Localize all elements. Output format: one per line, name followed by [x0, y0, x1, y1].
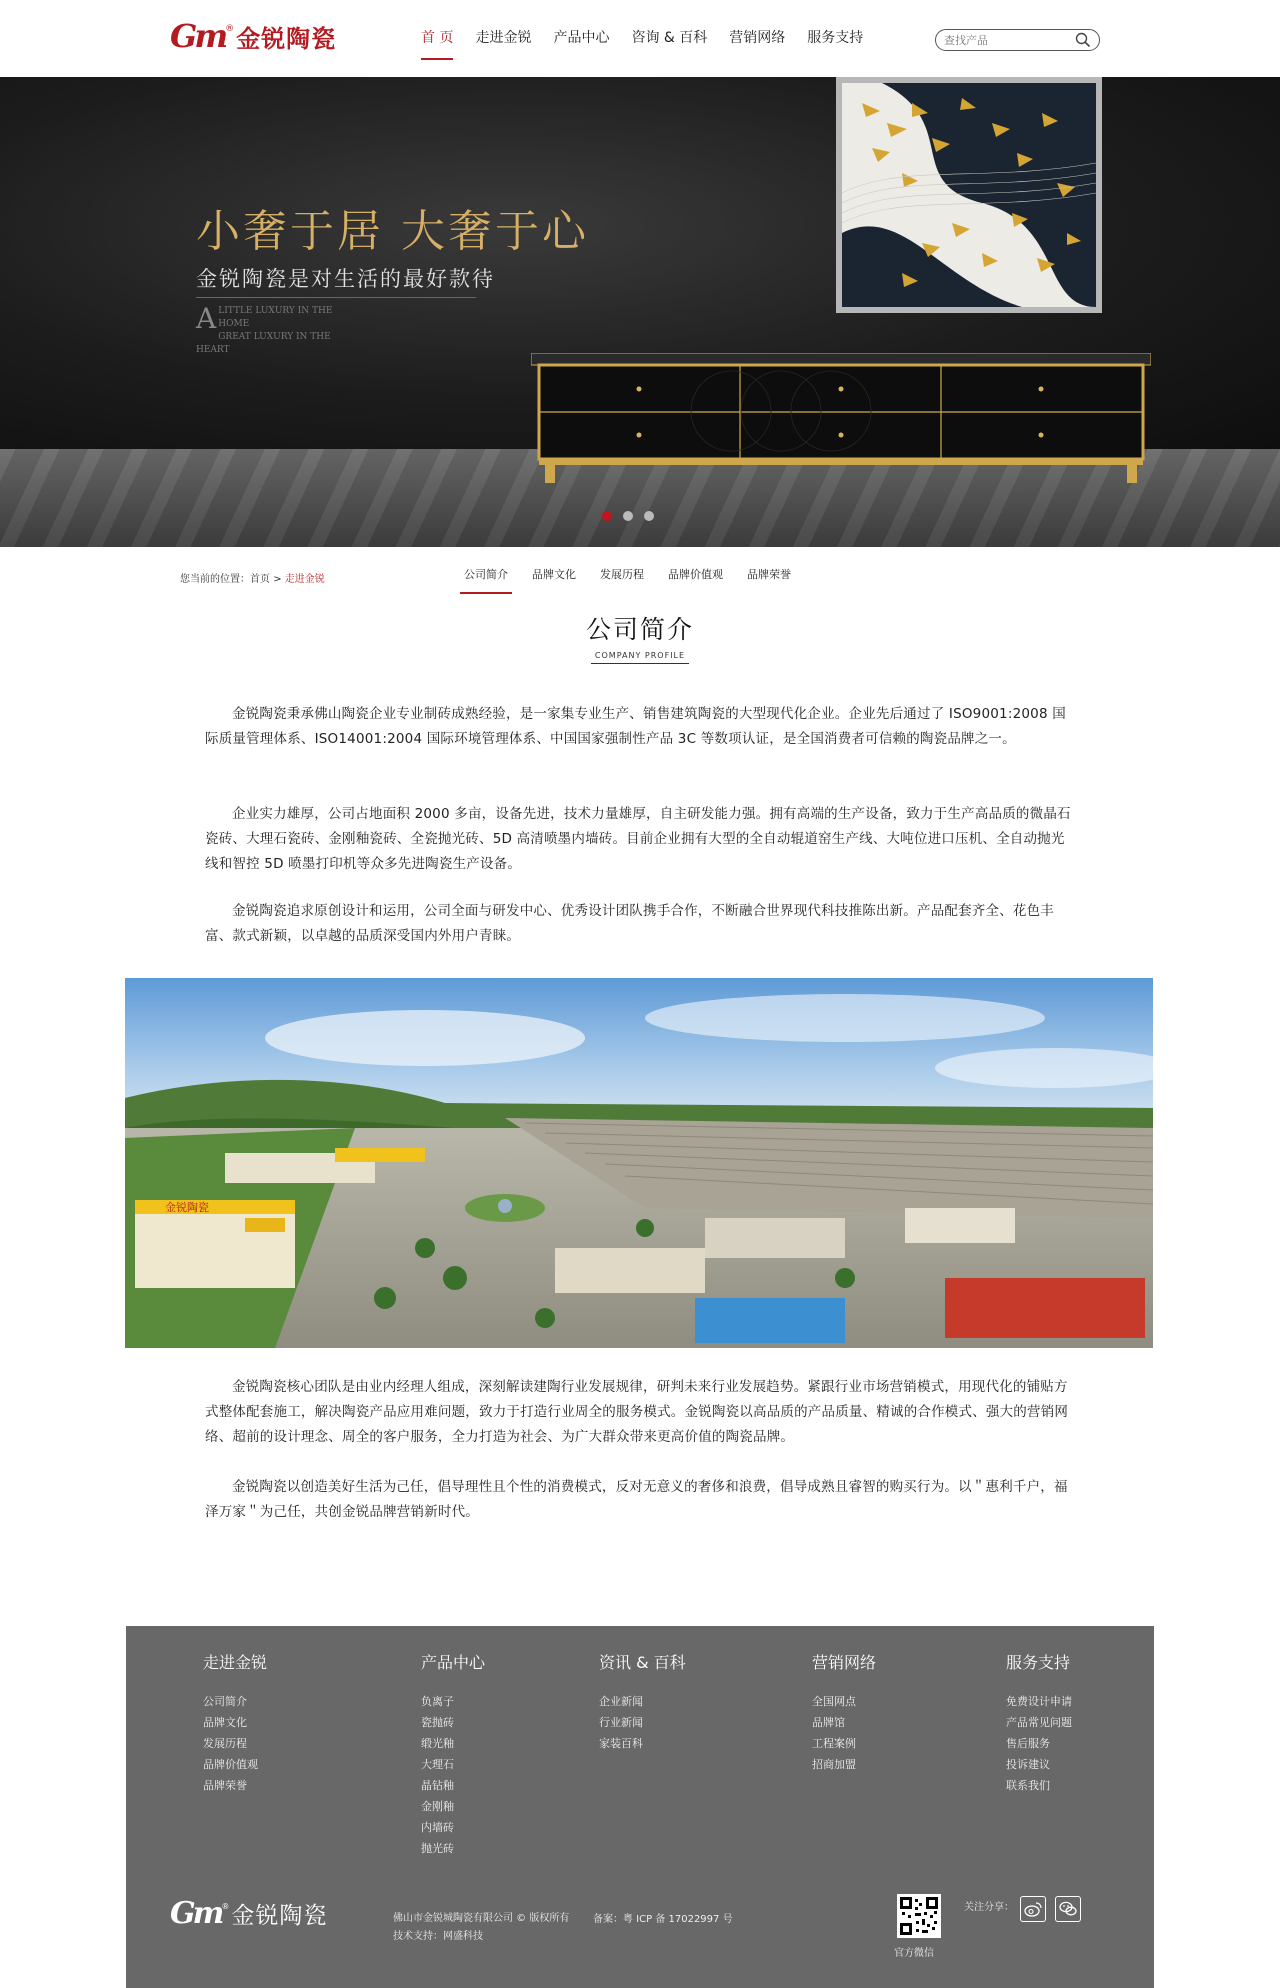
- banner-slogan: 小奢于居 大奢于心: [196, 206, 589, 257]
- site-header: [0, 0, 1280, 77]
- footer-link[interactable]: 全国网点: [812, 1695, 856, 1708]
- footer-link[interactable]: 产品常见问题: [1006, 1716, 1072, 1729]
- cabinet-illustration: [531, 353, 1151, 483]
- intro-paragraph-1: 金锐陶瓷秉承佛山陶瓷企业专业制砖成熟经验，是一家集专业生产、销售建筑陶瓷的大型现代化企业。企业先后通过了 ISO9001:2008 国际质量管理体系、ISO14001:2004 国际环境管理体系、中国国家强制性产品 3C 等数项认证，是全国消费者可信赖的陶瓷品牌之一。: [205, 706, 1066, 747]
- footer-link[interactable]: 负离子: [421, 1695, 454, 1708]
- wechat-icon[interactable]: [1055, 1896, 1081, 1922]
- slider-dots: [602, 511, 654, 521]
- footer-link[interactable]: 行业新闻: [599, 1716, 643, 1729]
- slider-dot-3[interactable]: [644, 511, 654, 521]
- wechat-qr-code: [897, 1894, 941, 1938]
- subnav-brand-culture[interactable]: 品牌文化: [532, 568, 576, 581]
- section-subtitle-wrap: [0, 651, 1280, 660]
- footer-link[interactable]: 品牌文化: [203, 1716, 247, 1729]
- nav-home[interactable]: 首 页: [410, 0, 464, 77]
- footer-copyright: 佛山市金锐城陶瓷有限公司 © 版权所有: [393, 1913, 570, 1924]
- footer-link[interactable]: 品牌馆: [812, 1716, 845, 1729]
- breadcrumb-home[interactable]: 首页: [250, 574, 270, 585]
- banner-english-line1: LITTLE LUXURY IN THE HOME: [218, 306, 333, 329]
- footer-col-title: 资讯 & 百科: [599, 1653, 686, 1672]
- footer-link[interactable]: 抛光砖: [421, 1842, 454, 1855]
- footer-icp[interactable]: 备案：粤 ICP 备 17022997 号: [593, 1914, 733, 1925]
- subnav-brand-honors[interactable]: 品牌荣誉: [747, 568, 791, 581]
- breadcrumb-separator: >: [273, 574, 282, 585]
- footer-link[interactable]: 品牌荣誉: [203, 1779, 247, 1792]
- footer-link[interactable]: 瓷抛砖: [421, 1716, 454, 1729]
- section-subtitle: COMPANY PROFILE: [591, 651, 689, 664]
- footer-link[interactable]: 公司简介: [203, 1695, 247, 1708]
- factory-aerial-photo: [125, 978, 1153, 1348]
- team-paragraph: 金锐陶瓷核心团队是由业内经理人组成，深刻解读建陶行业发展规律，研判未来行业发展趋势。紧跟行业市场营销模式，用现代化的铺贴方式整体配套施工，解决陶瓷产品应用难问题，致力于打造行业周全的服务模式。金锐陶瓷以高品质的产品质量、精诚的合作模式、强大的营销网络、超前的设计理念、周全的客户服务，全力打造为社会、为广大群众带来更高价值的陶瓷品牌。: [205, 1379, 1069, 1445]
- breadcrumb-current[interactable]: 走进金锐: [284, 574, 325, 585]
- footer-link[interactable]: 品牌价值观: [203, 1758, 258, 1771]
- breadcrumb: [180, 570, 325, 585]
- site-footer: [126, 1626, 1154, 1988]
- intro-paragraph-3: 金锐陶瓷追求原创设计和运用，公司全面与研发中心、优秀设计团队携手合作，不断融合世界现代科技推陈出新。产品配套齐全、花色丰富、款式新颖，以卓越的品质深受国内外用户青睐。: [205, 903, 1054, 944]
- mission-paragraph: 金锐陶瓷以创造美好生活为己任，倡导理性且个性的消费模式，反对无意义的奢侈和浪费，倡导成熟且睿智的购买行为。以＂惠利千户，福泽万家＂为己任，共创金锐品牌营销新时代。: [205, 1479, 1068, 1520]
- footer-link[interactable]: 工程案例: [812, 1737, 856, 1750]
- footer-link[interactable]: 免费设计申请: [1006, 1695, 1072, 1708]
- footer-link[interactable]: 企业新闻: [599, 1695, 643, 1708]
- search-icon[interactable]: [1075, 32, 1091, 48]
- footer-link[interactable]: 售后服务: [1006, 1737, 1050, 1750]
- slider-dot-1[interactable]: [602, 511, 612, 521]
- subnav-company-profile[interactable]: 公司简介: [452, 562, 520, 588]
- footer-col-news: [599, 1650, 686, 1754]
- search-input[interactable]: [944, 34, 1064, 47]
- nav-news[interactable]: 咨询 & 百科: [631, 30, 708, 46]
- subnav-brand-values[interactable]: 品牌价值观: [668, 568, 723, 581]
- section-title: 公司简介: [585, 615, 694, 644]
- footer-link[interactable]: 联系我们: [1006, 1779, 1050, 1792]
- banner-english: [196, 302, 345, 357]
- breadcrumb-prefix: 您当前的位置：: [180, 574, 250, 585]
- factory-sign: 金锐陶瓷: [165, 1201, 209, 1214]
- slider-dot-2[interactable]: [623, 511, 633, 521]
- footer-col-title: 产品中心: [421, 1653, 486, 1672]
- logo-name: 金锐陶瓷: [236, 24, 337, 53]
- nav-support[interactable]: 服务支持: [807, 30, 864, 46]
- banner-english-line2: GREAT LUXURY IN THE HEART: [196, 332, 331, 355]
- footer-logo-name: 金锐陶瓷: [231, 1903, 328, 1929]
- footer-col-title: 走进金锐: [203, 1653, 268, 1672]
- qr-label: 官方微信: [894, 1948, 934, 1959]
- logo-registered: ®: [225, 24, 235, 34]
- footer-logo-registered: ®: [221, 1902, 230, 1911]
- footer-col-network: [812, 1650, 876, 1775]
- intro-paragraph-2: 企业实力雄厚，公司占地面积 2000 多亩，设备先进，技术力量雄厚，自主研发能力强。拥有高端的生产设备，致力于生产高品质的微晶石瓷砖、大理石瓷砖、金刚釉瓷砖、全瓷抛光砖、5D 高清喷墨内墙砖。目前企业拥有大型的全自动辊道窑生产线、大吨位进口压机、全自动抛光线和智控 5D 喷墨打印机等众多先进陶瓷生产设备。: [205, 806, 1071, 872]
- share-label: 关注分享：: [964, 1902, 1014, 1913]
- footer-col-about: [203, 1650, 267, 1796]
- banner-divider: [196, 297, 476, 298]
- footer-col-title: 服务支持: [1006, 1653, 1071, 1672]
- footer-link[interactable]: 晶钻釉: [421, 1779, 454, 1792]
- sub-nav: [452, 562, 803, 588]
- footer-link[interactable]: 内墙砖: [421, 1821, 454, 1834]
- footer-col-support: [1006, 1650, 1072, 1796]
- nav-products[interactable]: 产品中心: [553, 30, 610, 46]
- footer-tech-support: 技术支持：网盛科技: [393, 1931, 483, 1942]
- footer-col-title: 营销网络: [812, 1653, 877, 1672]
- footer-logo[interactable]: [170, 1896, 327, 1931]
- footer-link[interactable]: 金刚釉: [421, 1800, 454, 1813]
- nav-about[interactable]: 走进金锐: [475, 30, 532, 46]
- footer-link[interactable]: 投诉建议: [1006, 1758, 1050, 1771]
- banner-subslogan: 金锐陶瓷是对生活的最好款待: [196, 267, 495, 291]
- footer-logo-mark: Gm: [170, 1896, 222, 1931]
- hero-banner[interactable]: [0, 77, 1280, 547]
- search-box: [935, 29, 1100, 51]
- footer-link[interactable]: 发展历程: [203, 1737, 247, 1750]
- banner-english-initial: A: [196, 302, 217, 335]
- subnav-history[interactable]: 发展历程: [600, 568, 644, 581]
- footer-link[interactable]: 缎光釉: [421, 1737, 454, 1750]
- footer-copyright-block: [393, 1910, 569, 1946]
- logo-mark: Gm: [170, 17, 226, 55]
- weibo-icon[interactable]: [1020, 1896, 1046, 1922]
- footer-col-products: [421, 1650, 485, 1859]
- brand-logo[interactable]: [170, 16, 336, 56]
- main-nav: [410, 0, 874, 77]
- nav-network[interactable]: 营销网络: [729, 30, 786, 46]
- footer-link[interactable]: 家装百科: [599, 1737, 643, 1750]
- wall-painting: [836, 77, 1102, 313]
- footer-link[interactable]: 大理石: [421, 1758, 454, 1771]
- footer-link[interactable]: 招商加盟: [812, 1758, 856, 1771]
